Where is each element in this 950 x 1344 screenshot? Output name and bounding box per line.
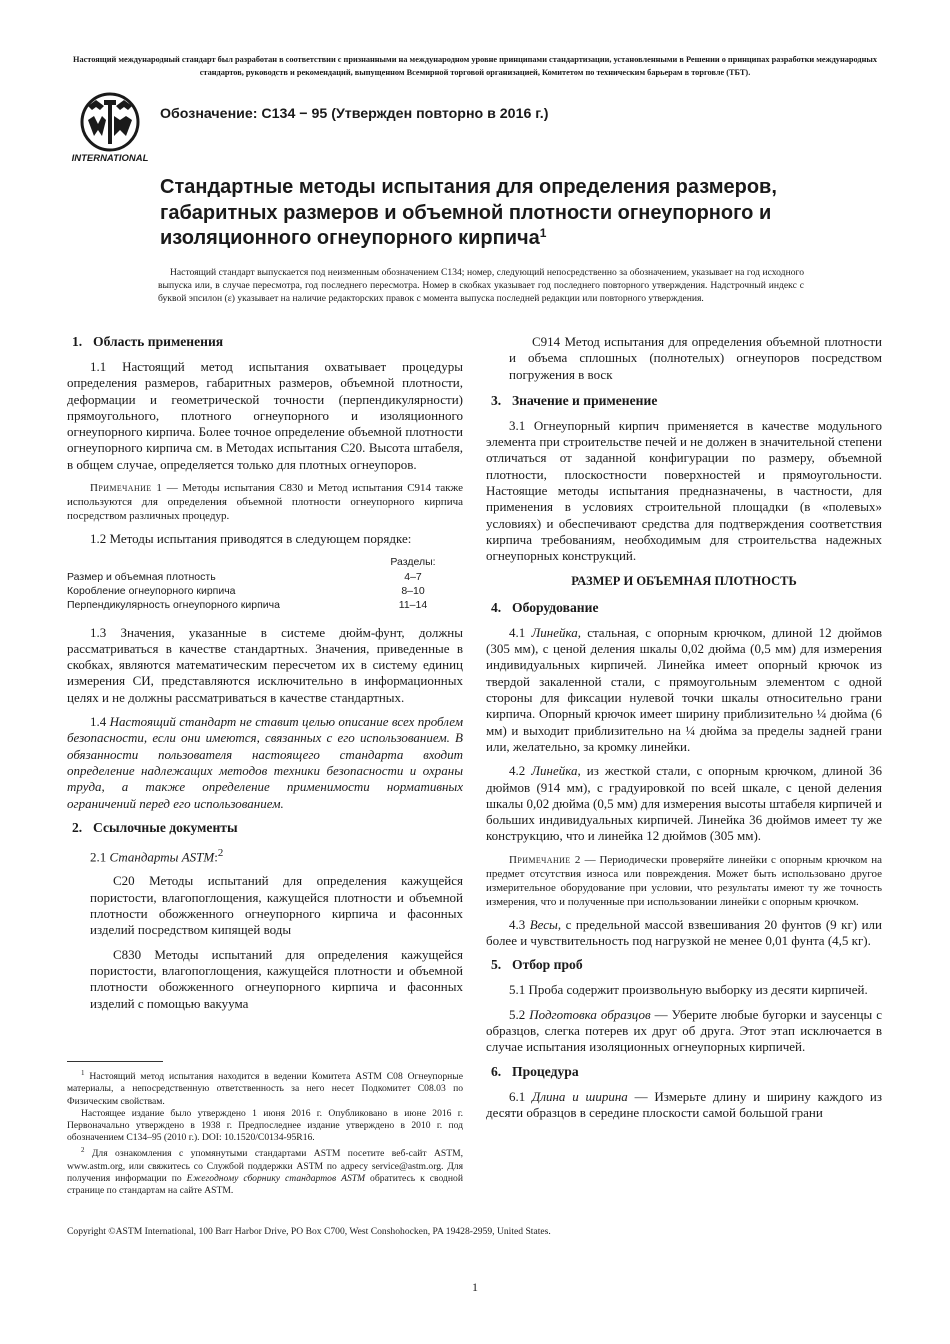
paragraph-4-3: 4.3 Весы, с предельной массой взвешивания 20 фунтов (9 кг) или более и чувствительность под нагрузкой не менее 0,01 фунта (4,5 кг).	[486, 916, 883, 949]
footnotes	[67, 1061, 463, 1197]
reference-c20: C20 Методы испытаний для определения кажущейся пористости, влагопоглощения, кажущейся плотности и объемной плотности обожженного огнеупорного кирпича и фасонных изделий посредством кипящей воды	[90, 873, 463, 938]
reference-c830: C830 Методы испытаний для определения кажущейся пористости, влагопоглощения, кажущейся плотности и объемной плотности обожженного огнеупорного кирпича и фасонных изделий с помощью вакуума	[90, 946, 463, 1011]
paragraph-4-2: 4.2 Линейка, из жесткой стали, с опорным крючком, длиной 36 дюймов (914 мм), с градуировкой по всей шкале, с ценой деления шкалы 0,02 дюйма (0,5 мм) для измерения высоты штабеля кирпичей и больших индивидуальных кирпичей. Линейка 36 дюймов имеет ту же конструкцию, что и линейка 12 дюймов (305 мм).	[486, 763, 883, 844]
paragraph-1-2: 1.2 Методы испытания приводятся в следующем порядке:	[90, 531, 412, 547]
note-1: Примечание 1 — Методы испытания C830 и Метод испытания C914 также используются для определения объемной плотности огнеупорного кирпича посредством различных процедур.	[67, 482, 463, 523]
paragraph-1-3: 1.3 Значения, указанные в системе дюйм-фунт, должны рассматриваться в качестве стандартных. Значения, приведенные в скобках, являются математическим пересчетом их в систему единиц измерения СИ, представляются исключительно в информационных целях и не должны рассматриваться в качестве стандартных.	[67, 624, 463, 705]
section-4-heading: 4. Оборудование	[491, 599, 599, 615]
astm-logo	[66, 86, 154, 164]
table-row: Перпендикулярность огнеупорного кирпича 11–14	[67, 599, 428, 612]
paragraph-1-4: 1.4 Настоящий стандарт не ставит целью описание всех проблем безопасности, если они имеются, связанных с его использованием. В обязанности пользователя настоящего стандарта входит определение надлежащих методов техники безопасности и охраны труда, а также определение применимости нормативных ограничений перед его использованием.	[67, 714, 463, 811]
paragraph-1-1: 1.1 Настоящий метод испытания охватывает процедуры определения размеров, габаритных размеров, объемной плотности, деформации и геометрической точности (перпендикулярности) прямоугольного, плотного огнеупорного и изоляционного огнеупорного кирпича. Более точное определение объемной плотности огнеупорного кирпича см. в Методах испытания C20. Высота штабеля, в общем случае, определяется только для плотных огнеупоров.	[67, 359, 463, 472]
designation: Обозначение: C134 − 95 (Утвержден повторно в 2016 г.)	[160, 106, 549, 122]
title-footnote-ref: 1	[539, 226, 547, 240]
paragraph-2-1: 2.1 Стандарты ASTM:$^2$	[90, 846, 224, 865]
note-2: Примечание 2 — Периодически проверяйте линейки с опорным крючком на предмет отсутствия износа или повреждения. Может быть использовано другое измерительное оборудование при условии, что результаты имеют ту же точность измерения, что и полученные при использовании линейки с опорным крючком.	[486, 853, 883, 908]
table-row: Размер и объемная плотность 4–7	[67, 570, 422, 583]
logo-bottom-text: INTERNATIONAL	[71, 153, 149, 164]
footnote-1: $^1$ Настоящий метод испытания находится в ведении Комитета ASTM C08 Огнеупорные материалы, а непосредственную ответственность за него несет Подкомитет C08.03 по Физическим свойствам.	[67, 1069, 463, 1107]
section-3-heading: 3. Значение и применение	[491, 392, 658, 408]
sections-order-table	[67, 555, 463, 612]
reference-c914: C914 Метод испытания для определения объемной плотности и объема сплошных (полнотелых) огнеупоров посредством погружения в воск	[509, 334, 882, 382]
section-5-heading: 5. Отбор проб	[491, 957, 583, 973]
paragraph-5-1: 5.1 Проба содержит произвольную выборку из десяти кирпичей.	[509, 982, 868, 998]
right-column	[486, 334, 882, 1129]
footnote-2: $^2$ Для ознакомления с упомянутыми стандартами ASTM посетите веб-сайт ASTM, www.astm.org, или свяжитесь со Службой поддержки ASTM по адресу service@astm.org. Для получения информации по Ежегодному сборнику стандартов ASTM обратитесь к сводной странице по стандартам на сайте ASTM.	[67, 1146, 463, 1197]
footnote-divider	[67, 1061, 163, 1062]
document-title: Стандартные методы испытания для определения размеров, габаритных размеров и объемной плотности огнеупорного и изоляционного огнеупорного кирпича$^1$	[160, 176, 777, 249]
section-6-heading: 6. Процедура	[491, 1063, 579, 1079]
paragraph-6-1: 6.1 Длина и ширина — Измерьте длину и ширину каждого из десяти образцов в середине плоскости самой большой грани	[486, 1088, 883, 1120]
left-column	[67, 334, 463, 1020]
preamble: Настоящий стандарт выпускается под неизменным обозначением C134; номер, следующий непосредственно за обозначением, указывает на год исходного выпуска или, в случае пересмотра, год последнего пересмотра. Номер в скобках указывает год последнего повторного утверждения. Надстрочный индекс с буквой эпсилон (ε) указывает на наличие редакторских правок с момента выпуска последней редакции или повторного утверждения.	[158, 267, 804, 304]
subhead-size-density: РАЗМЕР И ОБЪЕМНАЯ ПЛОТНОСТЬ	[571, 573, 797, 588]
paragraph-4-1: 4.1 Линейка, стальная, с опорным крючком, длиной 12 дюймов (305 мм), с ценой деления шкалы 0,02 дюйма (0,5 мм) для измерения индивидуальных кирпичей. Линейка имеет опорный крючок из твердой закаленной стали, с прямоугольным элементом с одной стороны для фиксации нулевой точки шкалы относительно грани кирпича. Опорный крючок имеет ширину приблизительно ¼ дюйма (6 мм) и выходит приблизительно на ¼ дюйма за пределы задней грани или, желательно, за кромку линейки.	[486, 624, 882, 754]
section-1-heading: 1. Область применения	[72, 334, 224, 349]
copyright-notice: Copyright ©ASTM International, 100 Barr Harbor Drive, PO Box C700, West Conshohocken, PA 19428-2959, United States.	[67, 1226, 551, 1237]
paragraph-5-2: 5.2 Подготовка образцов — Уберите любые бугорки и заусенцы с образцов, слегка потерев их друг об друга. Этот этап исключается в случае испытания изоляционных огнеупорных кирпичей.	[486, 1006, 882, 1055]
footnote-1-edition: Настоящее издание было утверждено 1 июня 2016 г. Опубликовано в июне 2016 г. Первоначально утверждено в 1938 г. Предпоследнее издание утверждено в 2010 г. под обозначением C134–95 (2010 г.). DOI: 10.1520/C0134-95R16.	[67, 1107, 463, 1144]
standards-banner: Настоящий международный стандарт был разработан в соответствии с признанными на международном уровне принципами стандартизации, установленными в Решении о принципах разработки международных стандартов, руководств и рекомендаций, выпущенном Всемирной торговой организацией, Комитетом по техническим барьерам в торговле (ТБТ).	[73, 55, 877, 77]
table-row: Коробление огнеупорного кирпича 8–10	[67, 584, 425, 597]
section-2-heading: 2. Ссылочные документы	[72, 819, 238, 835]
table-header: Разделы:	[390, 556, 436, 569]
paragraph-3-1: 3.1 Огнеупорный кирпич применяется в качестве модульного элемента при строительстве печей и не должен в значительной степени отличаться от заданной конфигурации по размеру, объемной плотности, плоскостности поверхностей и прямоугольности. Настоящие методы испытания предназначены, в частности, для применения в условиях строительной площадки (в «полевых» условиях) и обеспечивают средства для подтверждения соответствия кирпича требованиям, необходимым для строительства надежных огнеупорных конструкций.	[486, 417, 882, 564]
page-number: 1	[472, 1280, 478, 1294]
